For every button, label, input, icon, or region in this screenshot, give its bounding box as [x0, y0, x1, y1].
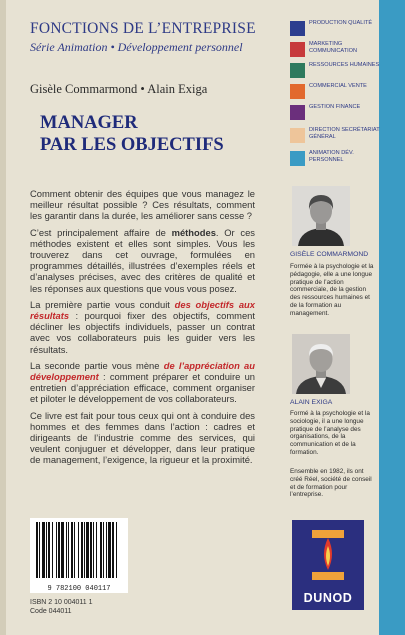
- legend-swatch: [290, 84, 305, 99]
- product-code: Code 044011: [30, 608, 72, 615]
- barcode-bar: [86, 522, 89, 578]
- legend-label: PRODUCTION QUALITÉ: [309, 20, 373, 26]
- barcode-bar: [66, 522, 67, 578]
- title-line-1: MANAGER: [40, 113, 138, 133]
- barcode-bar: [96, 522, 97, 578]
- legend-label: ANIMATION DÉV. PERSONNEL: [309, 150, 354, 163]
- barcode-bar: [90, 522, 92, 578]
- barcode-bar: [93, 522, 94, 578]
- barcode-bar: [103, 522, 104, 578]
- barcode-bar: [78, 522, 79, 578]
- right-color-band: [379, 0, 405, 635]
- paragraph-part-one: La première partie vous conduit des objectifs aux résultats : pourquoi fixer des objectifs, comment décliner les objectifs individuels, passer un contrat avec vos collaborateurs puis les guider vers les résultats.: [30, 298, 255, 355]
- legend-swatch: [290, 105, 305, 120]
- barcode-bar: [81, 522, 83, 578]
- authors: Gisèle Commarmond • Alain Exiga: [30, 82, 208, 96]
- author-bio-2: Formé à la psychologie et la sociologie, il a une longue pratique de l’analyse des organisations, de la communication et de la formation.: [290, 410, 370, 456]
- barcode-bar: [36, 522, 38, 578]
- legend-swatch: [290, 151, 305, 166]
- paragraph-audience: Ce livre est fait pour tous ceux qui ont à conduire des hommes et des femmes dans l’action : cadres et dirigeants de l’industrie comme des services, qui veulent conjuguer et développer, dans leur pratique de management, l’exigence, la rigueur et la proximité.: [30, 409, 255, 466]
- legend-swatch: [290, 63, 305, 78]
- authors-joint-note: Ensemble en 1982, ils ont créé Réel, société de conseil et de formation pour l’entreprise.: [290, 468, 372, 499]
- left-edge-strip: [0, 0, 6, 635]
- series-subtitle: Série Animation • Développement personnel: [30, 40, 243, 54]
- legend-label: GESTION FINANCE: [309, 104, 361, 110]
- legend-item: [290, 20, 380, 40]
- barcode-bar: [56, 522, 57, 578]
- legend-label: RESSOURCES HUMAINES: [309, 62, 380, 68]
- legend-item: [290, 83, 380, 103]
- legend-item: [290, 127, 380, 147]
- paragraph-intro: Comment obtenir des équipes que vous managez le meilleur résultat possible ? Ces résultats, comment les garantir dans la durée, les améliorer sans cesse ?: [30, 188, 255, 222]
- isbn-block: [30, 598, 93, 616]
- barcode-bar: [100, 522, 102, 578]
- collection-title: FONCTIONS DE L’ENTREPRISE: [30, 20, 256, 37]
- barcode-bar: [46, 522, 47, 578]
- back-cover-text: [30, 188, 255, 471]
- legend-item: [290, 41, 380, 61]
- collection-header: [30, 20, 256, 55]
- barcode-bar: [42, 522, 45, 578]
- paragraph-methods: C’est principalement affaire de méthodes. Or ces méthodes existent et elles sont simples. Vous les trouverez dans cet ouvrage, formulées en programmes détaillés, illustrées d’exemples réels et d’analyses précises, avec des critères de qualité et les réponses aux questions que vous vous posez.: [30, 226, 255, 294]
- barcode-bar: [71, 522, 73, 578]
- author-photo-gisele: [292, 186, 350, 246]
- legend-item: [290, 150, 380, 170]
- barcode-bar: [58, 522, 60, 578]
- legend-swatch: [290, 128, 305, 143]
- barcode-bar: [84, 522, 85, 578]
- legend-label: DIRECTION SECRÉTARIAT GÉNÉRAL: [309, 127, 380, 140]
- author-name-1: GISÈLE COMMARMOND: [290, 251, 369, 258]
- publisher-logo: [292, 520, 364, 610]
- barcode-bar: [39, 522, 40, 578]
- book-title: [40, 112, 224, 156]
- barcode-bar: [68, 522, 69, 578]
- author-photo-alain: [292, 334, 350, 394]
- paragraph-part-two: La seconde partie vous mène de l’appréciation au développement : comment préparer et conduire un entretien d’appréciation efficace, comment organiser et piloter le développement de vos collaborateurs.: [30, 359, 256, 405]
- legend-label: COMMERCIAL VENTE: [309, 83, 367, 89]
- barcode-bar: [74, 522, 75, 578]
- barcode-bar: [48, 522, 50, 578]
- barcode-bars: [30, 518, 128, 582]
- collection-legend: [290, 20, 380, 171]
- legend-swatch: [290, 21, 305, 36]
- dunod-flame-icon: [292, 520, 364, 592]
- legend-item: [290, 62, 380, 82]
- legend-item: [290, 104, 380, 124]
- barcode-bar: [106, 522, 107, 578]
- author-bio-1: Formée à la psychologie et la pédagogie, elle a une longue pratique de l’action commerciale, de la gestion des ressources humaines et de la formation au management.: [290, 263, 374, 317]
- barcode: [30, 518, 128, 593]
- publisher-name: DUNOD: [303, 591, 353, 605]
- barcode-bar: [112, 522, 114, 578]
- barcode-bar: [52, 522, 53, 578]
- barcode-bar: [61, 522, 64, 578]
- barcode-bar: [116, 522, 117, 578]
- barcode-bar: [108, 522, 111, 578]
- legend-swatch: [290, 42, 305, 57]
- title-line-2: PAR LES OBJECTIFS: [40, 135, 224, 155]
- isbn-number: ISBN 2 10 004011 1: [30, 599, 93, 606]
- author-name-2: ALAIN EXIGA: [290, 399, 333, 406]
- barcode-digits: 9 782100 040117: [47, 585, 111, 593]
- legend-label: MARKETING COMMUNICATION: [309, 41, 358, 54]
